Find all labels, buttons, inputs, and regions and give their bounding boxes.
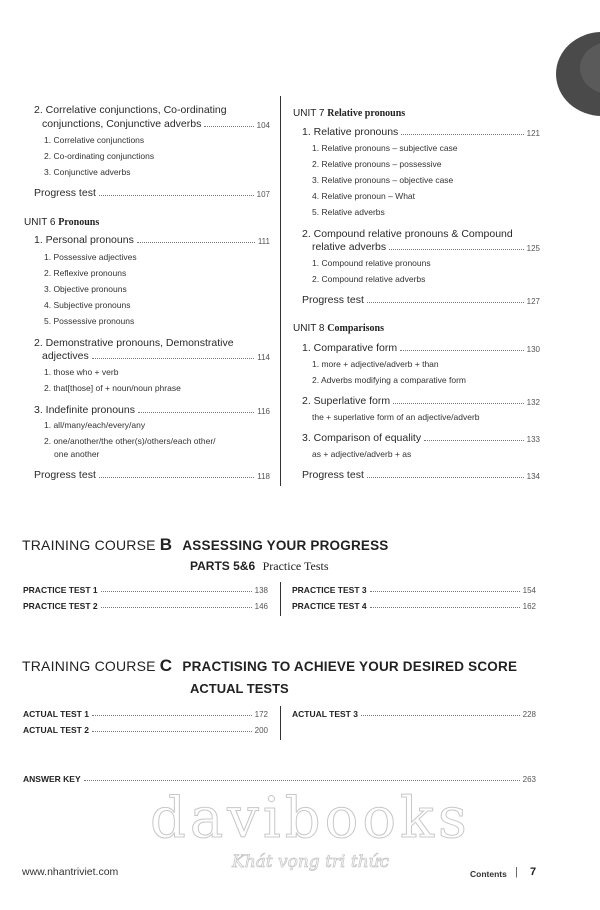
practice-test-entry — [23, 585, 268, 595]
toc-subentry: one another — [54, 449, 100, 459]
dot-leader — [101, 591, 252, 592]
page-number: 116 — [257, 407, 270, 416]
page-number: 132 — [526, 398, 540, 407]
column-divider — [280, 582, 281, 616]
course-heading — [22, 535, 389, 555]
toc-entry — [312, 241, 540, 253]
test-label: ACTUAL TEST 1 — [23, 709, 89, 719]
column-divider — [280, 96, 281, 486]
actual-test-entry — [23, 709, 268, 719]
toc-progress-test — [302, 294, 540, 306]
page-number: 228 — [522, 710, 536, 719]
toc-entry-title: 1. Comparative form — [302, 342, 398, 354]
course-prefix: TRAINING COURSE — [22, 658, 156, 674]
course-subtitle: ACTUAL TESTS — [190, 681, 289, 696]
dot-leader — [137, 242, 255, 243]
toc-entry-title: Progress test — [34, 469, 96, 481]
toc-entry-title: 2. Demonstrative pronouns, Demonstrative — [34, 337, 234, 349]
footer-website: www.nhantriviet.com — [22, 866, 119, 878]
answer-key-entry — [23, 774, 536, 784]
dot-leader — [204, 126, 253, 127]
practice-test-entry — [292, 601, 536, 611]
toc-progress-test — [34, 469, 270, 481]
toc-subentry: 3. Objective pronouns — [44, 284, 127, 294]
toc-subentry: 5. Possessive pronouns — [44, 316, 135, 326]
practice-test-entry — [23, 601, 268, 611]
dot-leader — [367, 302, 524, 303]
dot-leader — [370, 607, 520, 608]
test-label: ACTUAL TEST 3 — [292, 709, 358, 719]
page-number: 118 — [257, 472, 270, 481]
page-number: 107 — [256, 190, 270, 199]
footer-separator: | — [515, 866, 518, 878]
page-number: 138 — [254, 586, 268, 595]
unit-heading — [293, 323, 384, 334]
toc-subentry: 1. those who + verb — [44, 367, 119, 377]
toc-subentry: 2. that[those] of + noun/noun phrase — [44, 383, 181, 393]
toc-subentry: 2. Relative pronouns – possessive — [312, 159, 442, 169]
toc-subentry: 1. Compound relative pronouns — [312, 258, 431, 268]
page-number: 263 — [522, 775, 536, 784]
dot-leader — [401, 134, 523, 135]
test-label: PRACTICE TEST 4 — [292, 601, 367, 611]
toc-entry — [42, 118, 270, 130]
toc-entry-title: 3. Comparison of equality — [302, 432, 422, 444]
toc-entry-title: Progress test — [302, 294, 364, 306]
toc-entry-title: adjectives — [42, 350, 89, 362]
unit-number: UNIT 6 — [24, 217, 56, 228]
course-parts — [190, 557, 329, 575]
toc-entry-title: 3. Indefinite pronouns — [34, 404, 135, 416]
toc-subentry: 2. Adverbs modifying a comparative form — [312, 375, 467, 385]
toc-subentry: 2. one/another/the other(s)/others/each other/ — [44, 436, 216, 446]
unit-title: Comparisons — [327, 323, 384, 334]
page-number: 134 — [526, 472, 540, 481]
watermark-brand: davibooks — [150, 786, 471, 851]
course-title: PRACTISING TO ACHIEVE YOUR DESIRED SCORE — [182, 659, 518, 674]
toc-subentry: the + superlative form of an adjective/adverb — [312, 412, 480, 422]
test-label: PRACTICE TEST 1 — [23, 585, 98, 595]
toc-subentry: 3. Conjunctive adverbs — [44, 167, 131, 177]
dot-leader — [393, 403, 524, 404]
toc-subentry: 3. Relative pronouns – objective case — [312, 175, 454, 185]
actual-test-entry — [23, 725, 268, 735]
dot-leader — [389, 249, 524, 250]
unit-heading — [24, 217, 99, 228]
toc-entry — [302, 395, 540, 407]
toc-subentry: 1. Possessive adjectives — [44, 252, 137, 262]
page-number: 121 — [526, 129, 540, 138]
dot-leader — [99, 477, 254, 478]
toc-subentry: 4. Relative pronoun – What — [312, 191, 416, 201]
toc-subentry: 1. Relative pronouns – subjective case — [312, 143, 458, 153]
test-label: PRACTICE TEST 2 — [23, 601, 98, 611]
page-number: 127 — [526, 297, 540, 306]
toc-subentry: 5. Relative adverbs — [312, 207, 385, 217]
toc-entry — [302, 342, 540, 354]
toc-entry — [302, 432, 540, 444]
dot-leader — [367, 477, 524, 478]
page-number: 200 — [254, 726, 268, 735]
dot-leader — [92, 715, 252, 716]
toc-entry-title: 1. Relative pronouns — [302, 126, 399, 138]
toc-entry-title: 2. Superlative form — [302, 395, 391, 407]
practice-test-entry — [292, 585, 536, 595]
toc-entry-title: Progress test — [34, 187, 96, 199]
unit-heading — [293, 108, 405, 119]
column-divider — [280, 706, 281, 740]
dot-leader — [84, 780, 520, 781]
page-number: 130 — [526, 345, 540, 354]
test-label: PRACTICE TEST 3 — [292, 585, 367, 595]
dot-leader — [92, 358, 255, 359]
page-number: 104 — [256, 121, 270, 130]
page-number: 146 — [254, 602, 268, 611]
toc-entry-title: 2. Compound relative pronouns & Compound — [302, 228, 513, 240]
toc-subentry: 2. Reflexive pronouns — [44, 268, 127, 278]
toc-subentry: 1. all/many/each/every/any — [44, 420, 146, 430]
page-number: 114 — [257, 353, 270, 362]
course-title: ASSESSING YOUR PROGRESS — [182, 538, 389, 553]
toc-entry — [34, 404, 270, 416]
course-letter: B — [159, 535, 173, 554]
dot-leader — [101, 607, 252, 608]
answer-key-label: ANSWER KEY — [23, 774, 81, 784]
course-letter: C — [159, 656, 173, 675]
page-number: 162 — [522, 602, 536, 611]
parts-label: PARTS 5&6 — [190, 559, 256, 573]
toc-entry-title: relative adverbs — [312, 241, 387, 253]
unit-number: UNIT 7 — [293, 108, 325, 119]
dot-leader — [138, 412, 254, 413]
toc-subentry: 2. Compound relative adverbs — [312, 274, 426, 284]
page-number: 172 — [254, 710, 268, 719]
toc-subentry: 1. more + adjective/adverb + than — [312, 359, 439, 369]
toc-subentry: 1. Correlative conjunctions — [44, 135, 145, 145]
watermark-slogan: Khát vọng tri thức — [232, 852, 390, 872]
toc-subentry: 4. Subjective pronouns — [44, 300, 131, 310]
page-number-footer: 7 — [530, 866, 537, 878]
dot-leader — [370, 591, 520, 592]
page-number: 154 — [522, 586, 536, 595]
toc-entry-title: 1. Personal pronouns — [34, 234, 134, 246]
dot-leader — [99, 195, 254, 196]
toc-subentry: 2. Co-ordinating conjunctions — [44, 151, 155, 161]
actual-test-entry — [292, 709, 536, 719]
parts-subtitle: Practice Tests — [262, 559, 329, 573]
toc-entry — [34, 234, 270, 246]
toc-entry — [302, 126, 540, 138]
page-number: 133 — [526, 435, 540, 444]
dot-leader — [92, 731, 252, 732]
unit-title: Relative pronouns — [327, 108, 406, 119]
course-prefix: TRAINING COURSE — [22, 537, 156, 553]
toc-entry-title: 2. Correlative conjunctions, Co-ordinating — [34, 104, 227, 116]
corner-dark-shape — [550, 28, 600, 123]
toc-progress-test — [34, 187, 270, 199]
dot-leader — [361, 715, 520, 716]
toc-entry-title: Progress test — [302, 469, 364, 481]
toc-subentry: as + adjective/adverb + as — [312, 449, 412, 459]
course-heading — [22, 656, 517, 676]
page-number: 125 — [526, 244, 540, 253]
toc-progress-test — [302, 469, 540, 481]
page-number: 111 — [257, 237, 270, 246]
footer-section: Contents — [470, 869, 507, 879]
dot-leader — [424, 440, 524, 441]
unit-number: UNIT 8 — [293, 323, 325, 334]
toc-entry-title: conjunctions, Conjunctive adverbs — [42, 118, 202, 130]
toc-entry — [42, 350, 270, 362]
test-label: ACTUAL TEST 2 — [23, 725, 89, 735]
unit-title: Pronouns — [58, 217, 100, 228]
dot-leader — [400, 350, 524, 351]
